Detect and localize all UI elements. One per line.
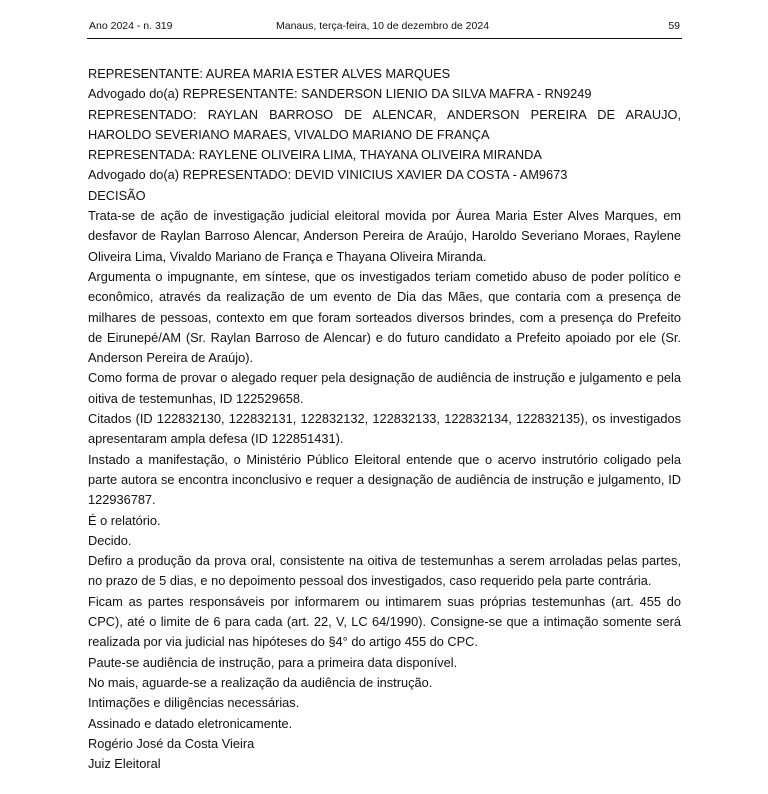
paragraph: Citados (ID 122832130, 122832131, 122832132, 122832133, 122832134, 122832135), os investigados apresentaram ampla defesa (ID 122851431). xyxy=(88,411,681,447)
paragraph: Paute-se audiência de instrução, para a primeira data disponível. xyxy=(88,654,458,670)
advogado-representante-line: Advogado do(a) REPRESENTANTE: SANDERSON LIENIO DA SILVA MAFRA - RN9249 xyxy=(88,86,592,102)
page-number: 59 xyxy=(668,20,680,32)
header-divider xyxy=(87,38,682,39)
paragraph: Decido. xyxy=(88,532,132,548)
place-date: Manaus, terça-feira, 10 de dezembro de 2024 xyxy=(276,20,490,32)
document-body xyxy=(88,64,681,774)
paragraph: É o relatório. xyxy=(88,512,161,528)
paragraph: Assinado e datado eletronicamente. xyxy=(88,715,293,731)
representante-line: REPRESENTANTE: AUREA MARIA ESTER ALVES MARQUES xyxy=(88,66,451,81)
page-header xyxy=(87,17,682,35)
signatory-name: Rogério José da Costa Vieira xyxy=(88,735,255,751)
edition-label: Ano 2024 - n. 319 xyxy=(89,20,173,32)
paragraph: Instado a manifestação, o Ministério Público Eleitoral entende que o acervo instrutório coligado pela parte autora se encontra inconclusivo e requer a designação de audiência de instrução e julgamento, ID 122936787. xyxy=(88,451,681,508)
paragraph: Defiro a produção da prova oral, consistente na oitiva de testemunhas a serem arroladas pelas partes, no prazo de 5 dias, e no depoimento pessoal dos investigados, caso requerido pela parte contrária. xyxy=(88,553,681,589)
paragraph: No mais, aguarde-se a realização da audiência de instrução. xyxy=(88,674,433,690)
advogado-representado-line: Advogado do(a) REPRESENTADO: DEVID VINICIUS XAVIER DA COSTA - AM9673 xyxy=(88,167,568,183)
signatory-title: Juiz Eleitoral xyxy=(88,756,161,772)
representado-line: REPRESENTADO: RAYLAN BARROSO DE ALENCAR, ANDERSON PEREIRA DE ARAUJO, HAROLDO SEVERIANO MARAES, VIVALDO MARIANO DE FRANÇA xyxy=(88,106,681,142)
paragraph: Como forma de provar o alegado requer pela designação de audiência de instrução e julgamento e pela oitiva de testemunhas, ID 122529658. xyxy=(88,370,681,406)
paragraph: Argumenta o impugnante, em síntese, que os investigados teriam cometido abuso de poder político e econômico, através da realização de um evento de Dia das Mães, que contaria com a presença de milhares de pessoas, contexto em que foram sorteados diversos brindes, com a presença do Prefeito de Eirunepé/AM (Sr. Raylan Barroso de Alencar) e do futuro candidato a Prefeito apoiado por ele (Sr. Anderson Pereira de Araújo). xyxy=(88,268,681,366)
paragraph: Trata-se de ação de investigação judicial eleitoral movida por Áurea Maria Ester Alves Marques, em desfavor de Raylan Barroso Alencar, Anderson Pereira de Araújo, Haroldo Severiano Moraes, Raylene Oliveira Lima, Vivaldo Mariano de França e Thayana Oliveira Miranda. xyxy=(88,208,681,264)
paragraph: Ficam as partes responsáveis por informarem ou intimarem suas próprias testemunhas (art. 455 do CPC), até o limite de 6 para cada (art. 22, V, LC 64/1990). Consigne-se que a intimação somente será realizada por via judicial nas hipóteses do §4° do artigo 455 do CPC. xyxy=(88,593,681,650)
representada-line: REPRESENTADA: RAYLENE OLIVEIRA LIMA, THAYANA OLIVEIRA MIRANDA xyxy=(88,147,542,163)
section-heading: DECISÃO xyxy=(88,187,146,203)
paragraph: Intimações e diligências necessárias. xyxy=(88,695,300,711)
